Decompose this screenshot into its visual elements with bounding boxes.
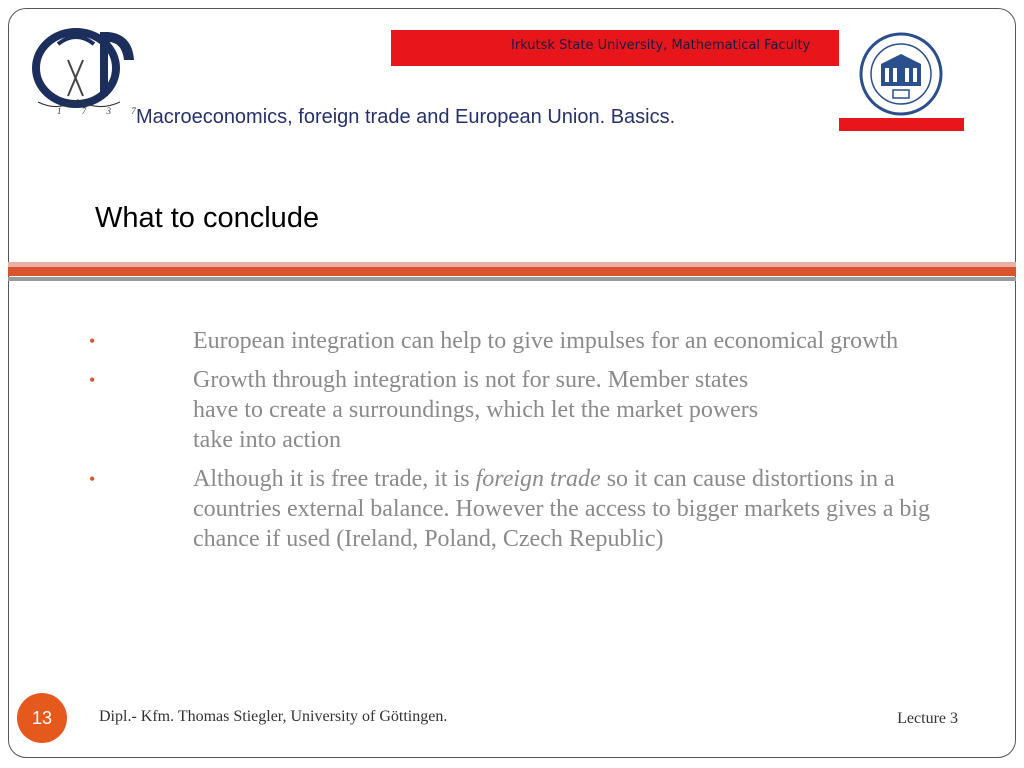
divider-gray <box>8 277 1016 281</box>
slide-title: What to conclude <box>95 202 320 234</box>
bullet-marker: • <box>89 370 96 390</box>
course-title: Macroeconomics, foreign trade and European Union. Basics. <box>136 106 676 128</box>
bullet-text-italic: foreign trade <box>475 466 601 492</box>
goettingen-logo-icon <box>28 20 138 120</box>
bullet-item <box>85 326 945 356</box>
bullet-item <box>85 464 945 554</box>
footer-author: Dipl.- Kfm. Thomas Stiegler, University of Göttingen. <box>99 708 448 725</box>
bullet-marker: • <box>89 331 96 351</box>
bullet-text-line: have to create a surroundings, which let the market powers <box>193 397 759 423</box>
page-number-badge: 13 <box>17 693 67 743</box>
university-seal-icon <box>859 30 943 118</box>
bullet-text-line: Growth through integration is not for sure. Member states <box>193 367 749 393</box>
bullet-list <box>85 326 945 563</box>
divider-orange <box>8 267 1016 276</box>
bullet-text: European integration can help to give impulses for an economical growth <box>193 328 899 354</box>
bullet-item <box>85 365 945 455</box>
bullet-text: Although it is free trade, it is <box>193 466 476 492</box>
seal-box <box>839 30 964 131</box>
bullet-text-line: take into action <box>193 427 341 453</box>
bullet-text: so it can cause distortions in a countries external balance. However the access to bigger markets gives a big chance if used (Ireland, Poland, Czech Republic) <box>193 466 931 552</box>
banner-text: Irkutsk State University, Mathematical Faculty <box>511 38 811 53</box>
logo-caption: 1 7 3 7 <box>57 106 145 116</box>
footer-lecture: Lecture 3 <box>897 710 958 727</box>
bullet-marker: • <box>89 469 96 489</box>
